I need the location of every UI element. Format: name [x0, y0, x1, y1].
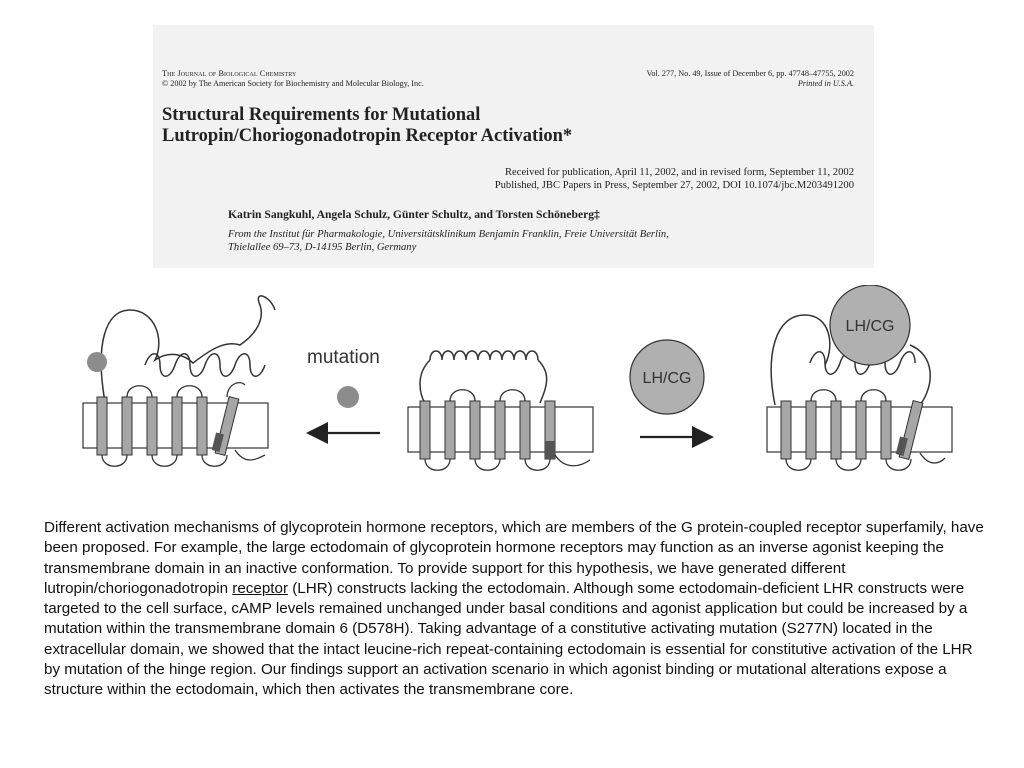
- affiliation-line-2: Thielallee 69–73, D-14195 Berlin, Germany: [228, 242, 417, 253]
- tm-helix: [420, 401, 430, 459]
- received-date: Received for publication, April 11, 2002, and in revised form, September 11, 2002: [504, 167, 854, 178]
- paper-title-line-1: Structural Requirements for Mutational: [162, 105, 481, 125]
- abstract-text-part-2: (LHR) constructs lacking the ectodomain. Although some ectodomain-deficient LHR constructs were targeted to the cell surface, cAMP levels remained unchanged under basal conditions and agonist application but could be increased by a mutation within the transmembrane domain 6 (D578H). Taking advantage of a constitutive activating mutation (S277N) located in the extracellular domain, we showed that the intact leucine-rich repeat-containing ectodomain is essential for constitutive activation of the LHR by mutation of the hinge region. Our findings support an activation scenario in which agonist binding or mutational alterations expose a structure within the ectodomain, which then activates the transmembrane core.: [44, 579, 973, 699]
- ligand-label: LH/CG: [642, 370, 692, 387]
- affiliation-line-1: From the Institut für Pharmakologie, Universitätsklinikum Benjamin Franklin, Freie Universität Berlin,: [228, 229, 669, 240]
- tm-helix: [97, 397, 107, 455]
- paper-header-image: [153, 25, 874, 268]
- tm-helix: [147, 397, 157, 455]
- journal-name: The Journal of Biological Chemistry: [162, 69, 297, 78]
- paper-title-line-2: Lutropin/Choriogonadotropin Receptor Activation*: [162, 126, 573, 146]
- tm-dark-segment: [545, 441, 555, 459]
- tm-helix: [172, 397, 182, 455]
- mutation-label: mutation: [307, 347, 380, 368]
- author-list: Katrin Sangkuhl, Angela Schulz, Günter Schultz, and Torsten Schöneberg‡: [228, 208, 600, 221]
- affiliation: [228, 228, 788, 254]
- copyright-line: © 2002 by The American Society for Biochemistry and Molecular Biology, Inc.: [162, 79, 424, 88]
- volume-info: Vol. 277, No. 49, Issue of December 6, pp. 47748–47755, 2002: [646, 69, 854, 78]
- tm-helix: [445, 401, 455, 459]
- ectodomain-coil: [430, 351, 538, 360]
- abstract-text: [44, 518, 989, 701]
- n-terminus-tail: [420, 360, 547, 403]
- published-info: Published, JBC Papers in Press, September 27, 2002, DOI 10.1074/jbc.M203491200: [494, 180, 854, 191]
- receptor-inactive: [408, 351, 593, 470]
- tm-helix: [831, 401, 841, 459]
- receptor-link[interactable]: receptor: [232, 579, 289, 597]
- paper-title: [162, 105, 722, 147]
- tm-helix: [470, 401, 480, 459]
- abstract-text-part-1: Different activation mechanisms of glycoprotein hormone receptors, which are members of the G protein-coupled receptor superfamily, have been proposed. For example, the large ectodomain of glycoprotein hormone receptors may function as an inverse agonist keeping the transmembrane domain in an inactive conformation. To provide support for this hypothesis, we have generated different lutropin/choriogonadotropin: [44, 519, 984, 597]
- bound-ligand-label: LH/CG: [845, 318, 895, 335]
- tm-helix: [122, 397, 132, 455]
- mutation-dot-attached: [87, 352, 107, 372]
- tm-helix: [520, 401, 530, 459]
- tm-helix: [856, 401, 866, 459]
- tm-helix: [806, 401, 816, 459]
- tm-helix: [781, 401, 791, 459]
- tm-helix: [881, 401, 891, 459]
- receptor-mutated: [83, 296, 275, 466]
- tm-helix: [197, 397, 207, 455]
- mutation-dot: [337, 386, 359, 408]
- printed-in: Printed in U.S.A.: [797, 79, 854, 88]
- helical-coil: [145, 354, 265, 377]
- tm-helix: [495, 401, 505, 459]
- receptor-activation-diagram: [75, 285, 975, 500]
- receptor-ligand-bound: [767, 285, 952, 470]
